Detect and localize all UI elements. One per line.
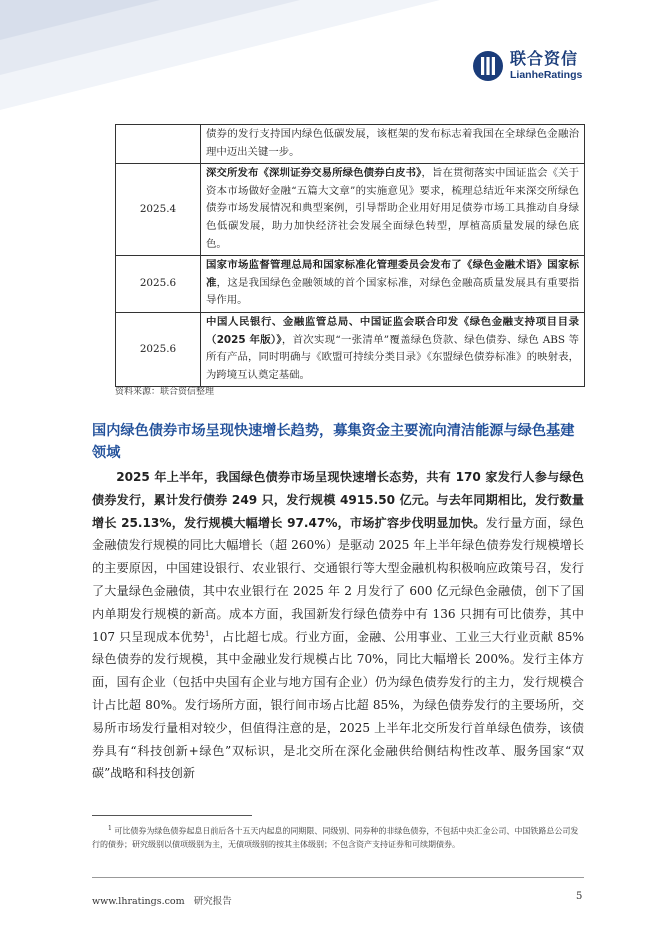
row-text: 债券的发行支持国内绿色低碳发展，该框架的发布标志着我国在全球绿色金融治理中迈出关键一步。 [206, 128, 579, 158]
footnote-ref: 1 [204, 629, 210, 638]
brand-logo [472, 50, 582, 82]
paragraph-text: ，占比超七成。行业方面，金融、公用事业、工业三大行业贡献 85%绿色债券的发行规模，其中金融业发行规模占比 70%，同比大幅增长 200%。发行主体方面，国有企业（包括中央国有企业与地方国有企业）仍为绿色债券发行的主力，发行规模合计占比超 80%。发行场所方面，银行间市场占比超 85%，为绿色债券发行的主要场所，交易所市场发行量相对较少，但值得注意的是，2025 上半年北交所发行首单绿色债券，该债券具有“科技创新+绿色”双标识，是北交所在深化金融供给侧结构性改革、服务国家“双碳”战略和科技创新 [92, 629, 584, 781]
policy-events-table [115, 124, 585, 387]
lianhe-logo-icon [472, 50, 504, 82]
row-text: ，首次实现“一张清单”覆盖绿色贷款、绿色债券、绿色 ABS 等所有产品，同时明确与《欧盟可持续分类目录》《东盟绿色债券标准》的映射表，为跨境互认奠定基础。 [206, 333, 579, 381]
footer-label: 研究报告 [193, 896, 232, 907]
table-desc-cell [201, 164, 585, 256]
footer-divider [92, 877, 584, 878]
brand-name-cn: 联合资信 [510, 49, 579, 69]
row-title: 中国人民银行、金融监管总局、中国证监会联合印发《绿色金融支持项目目录（2025 年版）》 [206, 315, 579, 346]
table-date-cell [116, 125, 201, 164]
body-paragraph [92, 466, 584, 785]
section-heading: 国内绿色债券市场呈现快速增长趋势，募集资金主要流向清洁能源与绿色基建领域 [92, 423, 575, 461]
table-row [116, 164, 585, 256]
table-row [116, 256, 585, 313]
row-text: ，旨在贯彻落实中国证监会《关于资本市场做好金融“五篇大文章”的实施意见》要求，梳理总结近年来深交所绿色债券市场发展情况和典型案例，引导帮助企业用好用足债券市场工具推动自身绿色低碳发展，助力加快经济社会发展全面绿色转型，厚植高质量发展的绿色底色。 [206, 167, 579, 250]
footnote-divider [92, 815, 252, 816]
table-source-note: 资料来源：联合资信整理 [115, 387, 215, 397]
footer-left [92, 893, 232, 907]
header-decoration [0, 0, 440, 110]
table-desc-cell [201, 256, 585, 313]
brand-name-en: LianheRatings [510, 69, 583, 82]
footnote-number: 1 [108, 825, 112, 832]
paragraph-bold-lead: 2025 年上半年，我国绿色债券市场呈现快速增长态势，共有 170 家发行人参与绿色债券发行，累计发行债券 249 只，发行规模 4915.50 亿元。与去年同期相比，发行数量增长 25.13%，发行规模大幅增长 97.47%，市场扩容步伐明显加快。 [92, 470, 584, 530]
footnote-text: 可比债券为绿色债券起息日前后各十五天内起息的同期限、同级别、同券种的非绿色债券，不包括中央汇金公司、中国铁路总公司发行的债券；研究级别以债项级别为主，无债项级别的按其主体级别；不包含资产支持证券和可续期债券。 [92, 826, 579, 850]
table-date-cell: 2025.6 [116, 256, 201, 313]
table-row [116, 125, 585, 164]
paragraph-text: 发行量方面，绿色金融债发行规模的同比大幅增长（超 260%）是驱动 2025 年上半年绿色债券发行规模增长的主要原因，中国建设银行、农业银行、交通银行等大型金融机构积极响应政策号召，发行了大量绿色金融债，其中农业银行在 2025 年 2 月发行了 600 亿元绿色金融债，创下了国内单期发行规模的新高。成本方面，我国新发行绿色债券中有 136 只拥有可比债券，其中 107 只呈现成本优势 [92, 515, 584, 644]
table-desc-cell [201, 312, 585, 386]
table-date-cell: 2025.6 [116, 312, 201, 386]
table-date-cell: 2025.4 [116, 164, 201, 256]
page-number: 5 [576, 891, 583, 902]
footer-site-link[interactable]: www.lhratings.com [92, 896, 185, 907]
row-title: 深交所发布《深圳证券交易所绿色债券白皮书》 [206, 167, 422, 180]
row-title: 国家市场监督管理总局和国家标准化管理委员会发布了《绿色金融术语》国家标准 [206, 259, 579, 289]
row-text: ，这是我国绿色金融领域的首个国家标准，对绿色金融高质量发展具有重要指导作用。 [206, 276, 580, 307]
footnote [92, 822, 584, 852]
table-row [116, 312, 585, 386]
table-desc-cell [201, 125, 585, 164]
